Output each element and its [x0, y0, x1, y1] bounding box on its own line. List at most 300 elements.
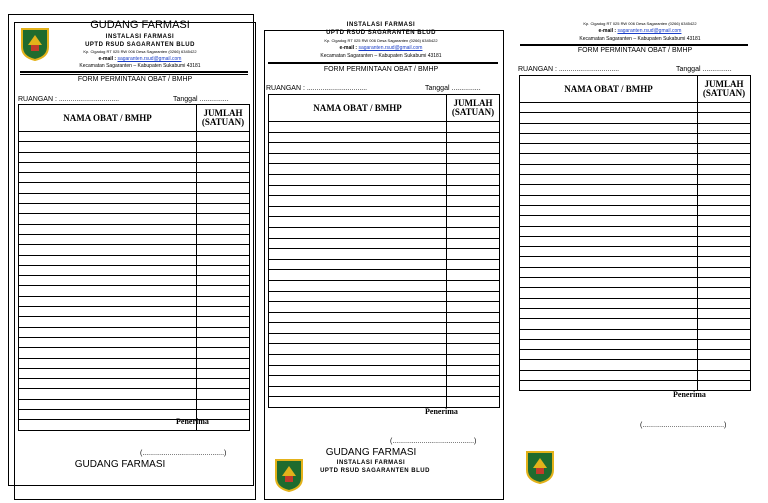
qty-cell [197, 296, 250, 306]
table-row [19, 368, 250, 378]
table-row [19, 276, 250, 286]
table-row [269, 196, 500, 207]
qty-cell [698, 329, 751, 339]
table-row [19, 420, 250, 430]
item-cell [19, 296, 197, 306]
item-cell [19, 142, 197, 152]
qty-cell [447, 174, 500, 185]
table-row [19, 348, 250, 358]
item-cell [19, 193, 197, 203]
item-cell [19, 245, 197, 255]
qty-cell [447, 386, 500, 397]
receiver-label: Penerima [425, 407, 458, 416]
item-cell [269, 238, 447, 249]
item-cell [19, 389, 197, 399]
table-row [269, 174, 500, 185]
qty-cell [197, 234, 250, 244]
table-row [269, 153, 500, 164]
col-qty-header: JUMLAH (SATUAN) [447, 95, 500, 122]
table-row [269, 312, 500, 323]
qty-cell [197, 224, 250, 234]
hospital-name: UPTD RSUD SAGARANTEN BLUD [85, 42, 195, 48]
table-row [19, 214, 250, 224]
item-cell [269, 164, 447, 175]
col-name-header: NAMA OBAT / BMHP [19, 105, 197, 132]
qty-cell [698, 308, 751, 318]
qty-cell [447, 132, 500, 143]
item-cell [269, 333, 447, 344]
item-cell [19, 276, 197, 286]
qty-cell [447, 143, 500, 154]
item-cell [269, 312, 447, 323]
table-row [520, 308, 751, 318]
item-cell [19, 132, 197, 142]
item-cell [19, 265, 197, 275]
qty-cell [698, 185, 751, 195]
table-row [19, 193, 250, 203]
item-cell [269, 365, 447, 376]
table-row [19, 358, 250, 368]
item-cell [520, 370, 698, 380]
item-cell [520, 103, 698, 113]
qty-cell [197, 214, 250, 224]
item-cell [520, 257, 698, 267]
installation-title: INSTALASI FARMASI [346, 22, 416, 28]
table-row [19, 152, 250, 162]
table-row [520, 154, 751, 164]
table-row [520, 216, 751, 226]
qty-cell [698, 247, 751, 257]
table-row [269, 249, 500, 260]
item-cell [19, 327, 197, 337]
qty-cell [447, 302, 500, 313]
item-cell [269, 376, 447, 387]
table-row [269, 344, 500, 355]
header-rule [268, 62, 498, 64]
table-row [269, 206, 500, 217]
qty-cell [197, 162, 250, 172]
qty-cell [698, 278, 751, 288]
item-cell [269, 153, 447, 164]
item-cell [19, 307, 197, 317]
signature-line: (..........................................) [640, 422, 727, 429]
warehouse-title: GUDANG FARMASI [325, 447, 417, 458]
item-cell [269, 270, 447, 281]
item-cell [520, 350, 698, 360]
item-cell [19, 214, 197, 224]
item-cell [520, 278, 698, 288]
table-row [269, 302, 500, 313]
request-table [268, 94, 500, 408]
qty-cell [197, 317, 250, 327]
item-cell [19, 183, 197, 193]
email-label: e-mail : [598, 28, 618, 34]
item-cell [520, 298, 698, 308]
email-label: e-mail : [98, 56, 118, 62]
table-row [269, 132, 500, 143]
item-cell [19, 399, 197, 409]
item-cell [269, 386, 447, 397]
table-row [19, 307, 250, 317]
item-cell [520, 175, 698, 185]
signature-line: (..........................................) [140, 450, 227, 457]
qty-cell [447, 280, 500, 291]
item-cell [520, 308, 698, 318]
item-cell [19, 234, 197, 244]
item-cell [19, 420, 197, 430]
item-cell [520, 381, 698, 391]
qty-cell [447, 291, 500, 302]
col-name-header: NAMA OBAT / BMHP [520, 76, 698, 103]
district-line: Kecamatan Sagaranten – Kabupaten Sukabumi 43181 [320, 53, 442, 59]
qty-cell [197, 327, 250, 337]
qty-cell [698, 123, 751, 133]
qty-cell [447, 376, 500, 387]
email-link[interactable]: sagaranten.rsud@gmail.com [358, 45, 423, 51]
header-rule-thin [20, 74, 248, 75]
item-cell [269, 174, 447, 185]
qty-cell [447, 259, 500, 270]
item-cell [269, 227, 447, 238]
table-row [19, 389, 250, 399]
item-cell [520, 226, 698, 236]
qty-cell [197, 265, 250, 275]
address-line: Kp. Cigadog RT 025 RW 006 Desa Sagaranten (0266) 6345422 [324, 38, 438, 43]
table-row [19, 162, 250, 172]
address-line: Kp. Cigadog RT 025 RW 006 Desa Sagaranten (0266) 6345422 [83, 49, 197, 54]
table-row [269, 397, 500, 408]
table-row [269, 238, 500, 249]
table-row [19, 245, 250, 255]
qty-cell [698, 360, 751, 370]
qty-cell [698, 133, 751, 143]
table-row [269, 270, 500, 281]
qty-cell [698, 370, 751, 380]
table-row [520, 381, 751, 391]
item-cell [520, 288, 698, 298]
table-row [269, 217, 500, 228]
item-cell [269, 143, 447, 154]
room-label: RUANGAN : ............................... [518, 66, 620, 73]
form-title: FORM PERMINTAAN OBAT / BMHP [323, 66, 439, 73]
table-row [520, 288, 751, 298]
email-line [40, 57, 240, 62]
qty-cell [197, 255, 250, 265]
date-label: Tanggal ............... [425, 85, 481, 92]
item-cell [520, 329, 698, 339]
table-row [520, 144, 751, 154]
item-cell [520, 144, 698, 154]
item-cell [19, 348, 197, 358]
table-row [19, 142, 250, 152]
installation-title-small: INSTALASI FARMASI [336, 460, 406, 466]
table-row [520, 350, 751, 360]
qty-cell [698, 205, 751, 215]
room-label: RUANGAN : ............................... [18, 96, 120, 103]
item-cell [520, 154, 698, 164]
item-cell [520, 195, 698, 205]
item-cell [269, 302, 447, 313]
table-row [269, 164, 500, 175]
request-table [18, 104, 250, 431]
date-label: Tanggal ............... [676, 66, 732, 73]
hospital-name-small: UPTD RSUD SAGARANTEN BLUD [320, 468, 430, 474]
qty-cell [698, 175, 751, 185]
item-cell [520, 164, 698, 174]
item-cell [269, 323, 447, 334]
request-table [519, 75, 751, 391]
qty-cell [698, 216, 751, 226]
warehouse-title-bottom: GUDANG FARMASI [74, 459, 166, 470]
table-row [520, 205, 751, 215]
table-row [269, 259, 500, 270]
col-qty-header: JUMLAH (SATUAN) [197, 105, 250, 132]
table-row [19, 173, 250, 183]
table-row [19, 337, 250, 347]
table-row [19, 255, 250, 265]
qty-cell [447, 323, 500, 334]
table-row [19, 410, 250, 420]
qty-cell [698, 164, 751, 174]
item-cell [520, 247, 698, 257]
table-row [520, 360, 751, 370]
installation-title: INSTALASI FARMASI [105, 34, 175, 40]
qty-cell [447, 185, 500, 196]
qty-cell [447, 164, 500, 175]
table-row [520, 103, 751, 113]
table-row [19, 204, 250, 214]
email-link[interactable]: sagaranten.rsud@gmail.com [117, 56, 182, 62]
table-row [19, 234, 250, 244]
qty-cell [698, 113, 751, 123]
qty-cell [698, 195, 751, 205]
item-cell [520, 205, 698, 215]
col-qty-header: JUMLAH (SATUAN) [698, 76, 751, 103]
qty-cell [698, 319, 751, 329]
item-cell [520, 236, 698, 246]
item-cell [19, 224, 197, 234]
table-row [19, 399, 250, 409]
item-cell [19, 152, 197, 162]
item-cell [269, 217, 447, 228]
table-row [269, 122, 500, 133]
qty-cell [197, 368, 250, 378]
table-row [269, 333, 500, 344]
qty-cell [197, 193, 250, 203]
qty-cell [447, 365, 500, 376]
form-title: FORM PERMINTAAN OBAT / BMHP [577, 47, 693, 54]
table-row [269, 355, 500, 366]
qty-cell [197, 379, 250, 389]
item-cell [269, 259, 447, 270]
item-cell [269, 196, 447, 207]
qty-cell [447, 249, 500, 260]
item-cell [520, 339, 698, 349]
item-cell [19, 337, 197, 347]
email-link[interactable]: sagaranten.rsud@gmail.com [617, 28, 682, 34]
qty-cell [197, 276, 250, 286]
email-label: e-mail : [339, 45, 359, 51]
item-cell [19, 317, 197, 327]
email-line [276, 46, 486, 51]
table-row [520, 113, 751, 123]
qty-cell [197, 286, 250, 296]
table-row [520, 298, 751, 308]
date-label: Tanggal ............... [173, 96, 229, 103]
qty-cell [447, 227, 500, 238]
qty-cell [447, 122, 500, 133]
item-cell [269, 249, 447, 260]
qty-cell [197, 245, 250, 255]
table-row [19, 296, 250, 306]
table-row [269, 143, 500, 154]
item-cell [19, 286, 197, 296]
table-row [520, 319, 751, 329]
table-row [520, 236, 751, 246]
table-row [19, 379, 250, 389]
qty-cell [698, 267, 751, 277]
qty-cell [197, 204, 250, 214]
table-row [19, 132, 250, 142]
item-cell [520, 216, 698, 226]
table-row [520, 175, 751, 185]
table-row [520, 278, 751, 288]
table-row [520, 257, 751, 267]
qty-cell [197, 183, 250, 193]
table-row [19, 265, 250, 275]
item-cell [520, 360, 698, 370]
item-cell [520, 185, 698, 195]
item-cell [269, 280, 447, 291]
qty-cell [197, 337, 250, 347]
item-cell [520, 133, 698, 143]
qty-cell [447, 344, 500, 355]
table-row [269, 227, 500, 238]
qty-cell [197, 348, 250, 358]
qty-cell [447, 238, 500, 249]
qty-cell [698, 350, 751, 360]
table-row [19, 286, 250, 296]
qty-cell [698, 257, 751, 267]
header-rule [520, 44, 748, 46]
item-cell [269, 344, 447, 355]
item-cell [269, 291, 447, 302]
table-row [520, 123, 751, 133]
item-cell [19, 368, 197, 378]
sukabumi-emblem-icon [274, 458, 304, 492]
warehouse-title-top: GUDANG FARMASI [90, 19, 190, 31]
sukabumi-emblem-icon [525, 450, 555, 484]
hospital-name: UPTD RSUD SAGARANTEN BLUD [326, 30, 436, 36]
qty-cell [698, 103, 751, 113]
table-row [19, 183, 250, 193]
address-line: Kp. Cigadog RT 025 RW 006 Desa Sagaranten (0266) 6345422 [583, 21, 697, 26]
item-cell [269, 397, 447, 408]
qty-cell [197, 173, 250, 183]
table-row [269, 376, 500, 387]
item-cell [19, 204, 197, 214]
item-cell [19, 379, 197, 389]
qty-cell [447, 355, 500, 366]
table-row [19, 327, 250, 337]
item-cell [269, 132, 447, 143]
table-row [269, 185, 500, 196]
qty-cell [698, 236, 751, 246]
item-cell [520, 319, 698, 329]
qty-cell [698, 298, 751, 308]
item-cell [269, 122, 447, 133]
table-row [520, 267, 751, 277]
table-row [520, 164, 751, 174]
email-line [540, 29, 740, 34]
item-cell [19, 173, 197, 183]
table-row [520, 185, 751, 195]
item-cell [19, 255, 197, 265]
room-label: RUANGAN : ............................... [266, 85, 368, 92]
qty-cell [698, 144, 751, 154]
table-row [269, 323, 500, 334]
table-row [19, 317, 250, 327]
qty-cell [698, 154, 751, 164]
sukabumi-emblem-icon [20, 27, 50, 61]
table-row [269, 365, 500, 376]
qty-cell [197, 152, 250, 162]
qty-cell [197, 307, 250, 317]
item-cell [269, 206, 447, 217]
form-title: FORM PERMINTAAN OBAT / BMHP [77, 76, 193, 83]
table-row [520, 133, 751, 143]
qty-cell [197, 132, 250, 142]
receiver-label: Penerima [176, 417, 209, 426]
qty-cell [447, 312, 500, 323]
qty-cell [447, 153, 500, 164]
district-line: Kecamatan Sagaranten – Kabupaten Sukabumi 43181 [79, 63, 201, 69]
qty-cell [698, 339, 751, 349]
qty-cell [447, 333, 500, 344]
district-line: Kecamatan Sagaranten – Kabupaten Sukabumi 43181 [579, 36, 701, 42]
table-row [269, 280, 500, 291]
table-row [269, 291, 500, 302]
qty-cell [197, 389, 250, 399]
qty-cell [447, 206, 500, 217]
item-cell [269, 185, 447, 196]
qty-cell [447, 196, 500, 207]
table-row [520, 339, 751, 349]
receiver-label: Penerima [673, 390, 706, 399]
table-row [269, 386, 500, 397]
table-row [520, 370, 751, 380]
table-row [520, 226, 751, 236]
item-cell [19, 162, 197, 172]
qty-cell [197, 142, 250, 152]
table-row [520, 247, 751, 257]
item-cell [269, 355, 447, 366]
signature-line: (..........................................) [390, 438, 477, 445]
item-cell [520, 123, 698, 133]
qty-cell [447, 217, 500, 228]
qty-cell [197, 358, 250, 368]
qty-cell [197, 399, 250, 409]
qty-cell [447, 270, 500, 281]
qty-cell [698, 226, 751, 236]
table-row [520, 195, 751, 205]
col-name-header: NAMA OBAT / BMHP [269, 95, 447, 122]
item-cell [520, 113, 698, 123]
table-row [520, 329, 751, 339]
item-cell [19, 410, 197, 420]
qty-cell [447, 397, 500, 408]
header-rule [20, 71, 248, 73]
